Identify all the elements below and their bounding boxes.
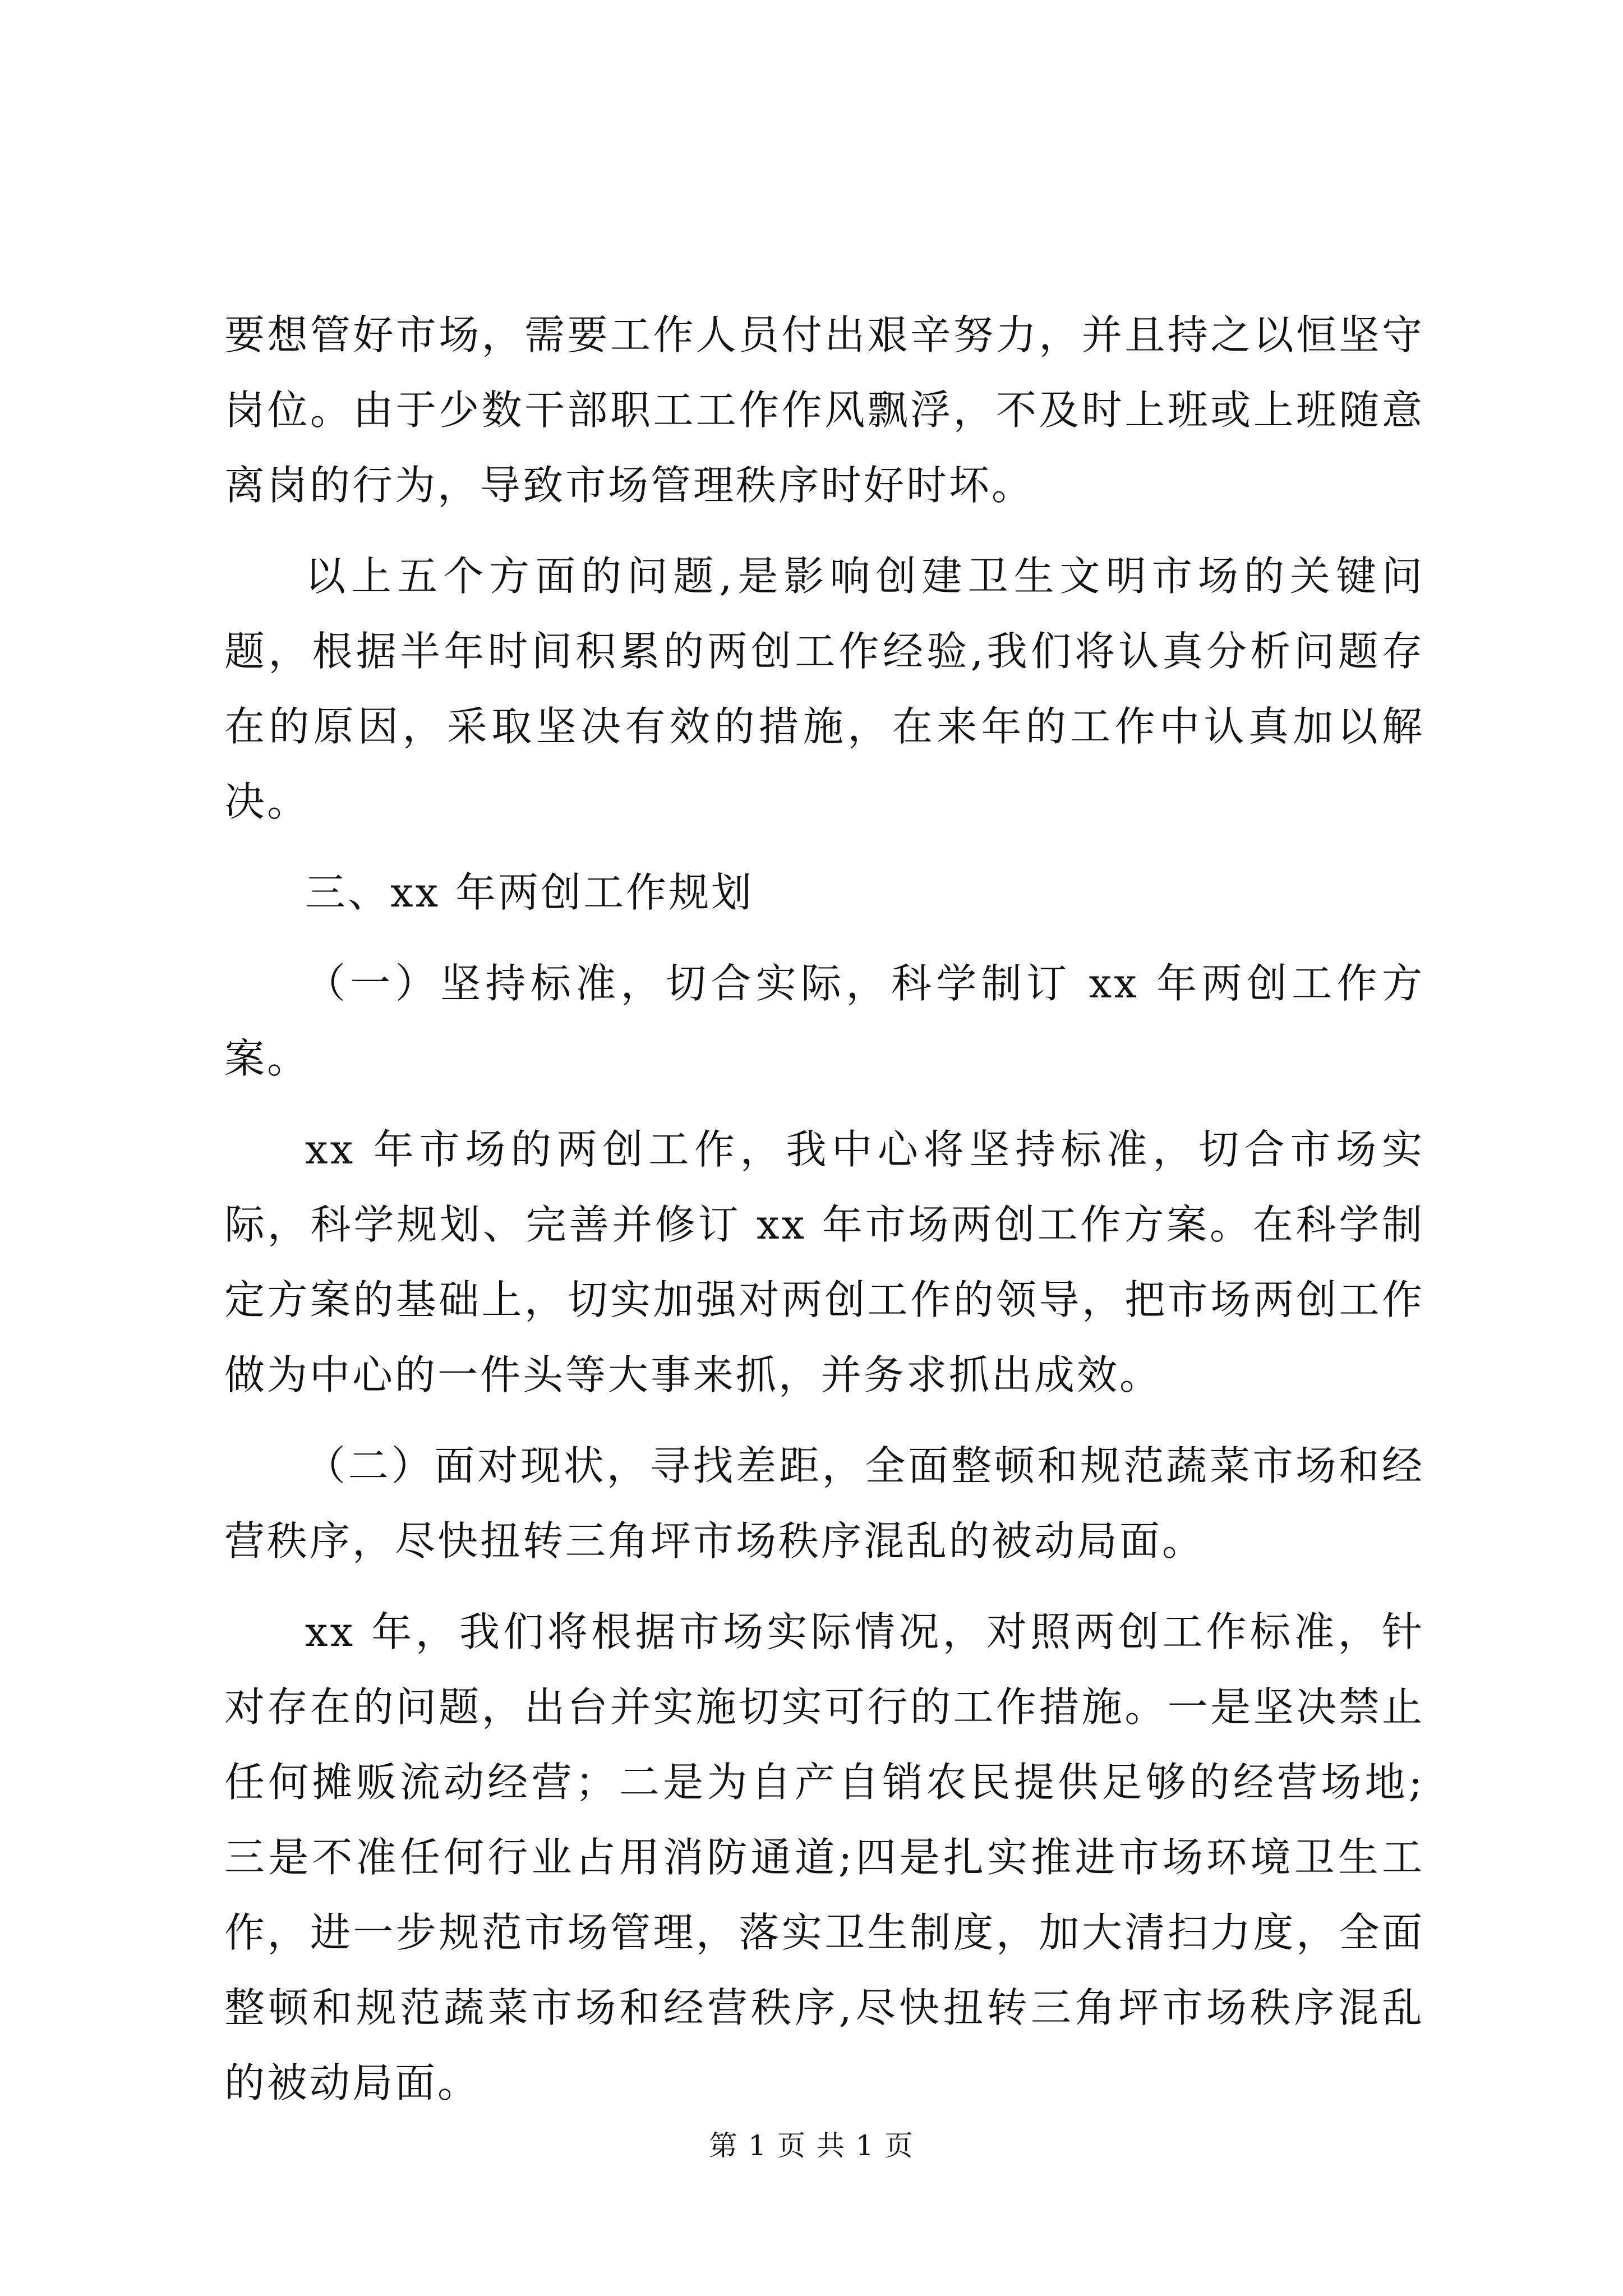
page-footer — [0, 2126, 1623, 2165]
paragraph-continuation: 要想管好市场，需要工作人员付出艰辛努力，并且持之以恒坚守岗位。由于少数干部职工工作作风飘浮，不及时上班或上班随意离岗的行为，导致市场管理秩序时好时坏。 — [224, 311, 1424, 509]
page-number-label: 第 1 页 共 1 页 — [709, 2129, 914, 2162]
paragraph-summary: 以上五个方面的问题,是影响创建卫生文明市场的关键问题，根据半年时间积累的两创工作经验,我们将认真分析问题存在的原因，采取坚决有效的措施，在来年的工作中认真加以解决。 — [224, 553, 1424, 825]
section-heading: 三、xx 年两创工作规划 — [305, 869, 754, 916]
subsection-heading-1: （一）坚持标准，切合实际，科学制订 xx 年两创工作方案。 — [224, 960, 1424, 1082]
subsection-heading-2: （二）面对现状，寻找差距，全面整顿和规范蔬菜市场和经营秩序，尽快扭转三角坪市场秩序混乱的被动局面。 — [224, 1442, 1424, 1565]
paragraph-plan-2: xx 年，我们将根据市场实际情况，对照两创工作标准，针对存在的问题，出台并实施切实可行的工作措施。一是坚决禁止任何摊贩流动经营；二是为自产自销农民提供足够的经营场地;三是不准任何行业占用消防通道;四是扎实推进市场环境卫生工作，进一步规范市场管理，落实卫生制度，加大清扫力度，全面整顿和规范蔬菜市场和经营秩序,尽快扭转三角坪市场秩序混乱的被动局面。 — [224, 1608, 1424, 2106]
paragraph-plan-1: xx 年市场的两创工作，我中心将坚持标准，切合市场实际，科学规划、完善并修订 xx 年市场两创工作方案。在科学制定方案的基础上，切实加强对两创工作的领导，把市场两创工作做为中心的一件头等大事来抓，并务求抓出成效。 — [224, 1126, 1424, 1398]
document-body — [224, 297, 1424, 2120]
